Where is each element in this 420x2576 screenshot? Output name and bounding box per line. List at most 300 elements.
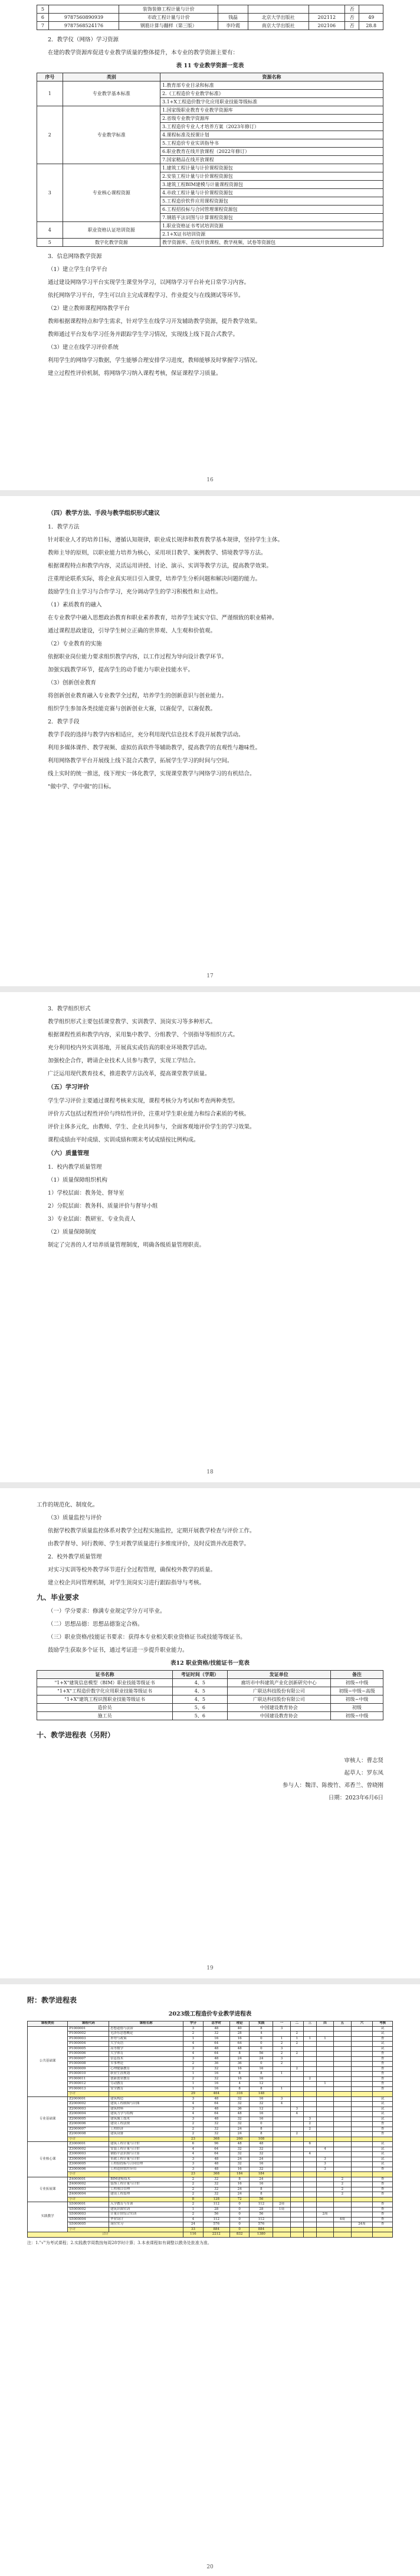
table-cell: 3	[316, 2157, 333, 2162]
paragraph: 通过建设网络学习平台实现学生课堂外学习，以网络学习平台补充日常学习内容。	[48, 279, 250, 286]
table-cell: 64	[203, 2147, 229, 2152]
table-cell: 专业核心课程资源	[63, 164, 160, 222]
table-row	[37, 22, 383, 30]
group-label: 实践教学	[28, 2202, 68, 2232]
book-table	[37, 5, 383, 30]
table-cell: 64	[203, 2052, 229, 2057]
table-cell: 4	[183, 2217, 204, 2222]
table-cell: 32	[203, 2076, 229, 2082]
table-cell	[351, 2102, 373, 2107]
column-header: 三	[303, 2021, 316, 2027]
schedule-row	[28, 2217, 393, 2222]
group-label: 公共基础课	[28, 2026, 68, 2096]
paragraph: 利用学生的网络学习数据，学生能够合理安排学习进度，教师能够及时掌握学习情况。	[48, 357, 261, 364]
table-cell: 48	[250, 2142, 273, 2147]
table-cell	[351, 2092, 373, 2097]
paragraph: 广泛运用现代教育技术，推进教学方法改革，提高课堂教学质量。	[48, 1071, 211, 1077]
table-cell	[334, 2062, 351, 2067]
appendix-label: 附：教学进程表	[27, 1996, 77, 2004]
table-cell: 16	[250, 2096, 273, 2102]
table-cell	[303, 2042, 316, 2047]
paragraph: 针对职业人才的培养目标，遵循认知规律，职业成长规律和教育教学基本规律，坚持学生主体。	[48, 537, 284, 543]
table-cell	[316, 2066, 333, 2072]
sub-heading: （1）质量保障组织机构	[48, 1177, 108, 1183]
sub-heading: （3）建立在线学习评价系统	[48, 344, 119, 351]
table-cell: 专业教学基本标准	[63, 81, 160, 106]
table-cell: 否	[344, 22, 359, 30]
table-cell: 初级	[331, 1704, 383, 1712]
paragraph: （二）思想品德：思想品德鉴定合格。	[48, 1621, 143, 1628]
table-cell: 48	[203, 2026, 229, 2032]
table-row	[37, 1712, 383, 1720]
table-cell: BIM建模技术	[109, 2177, 183, 2182]
column-header: 五	[334, 2021, 351, 2027]
list-item: 2）分院层面：教务科、质量评价与督导小组	[48, 1203, 158, 1209]
table-row	[37, 106, 383, 115]
table-cell	[303, 2132, 316, 2137]
list-item: 1）学校层面：教务处、督导室	[48, 1190, 124, 1196]
table-cell: 48	[203, 2046, 229, 2052]
table-cell	[316, 2086, 333, 2092]
table-cell: 28.8	[359, 22, 383, 30]
table-cell: 1	[183, 2036, 204, 2042]
table-cell: 316	[229, 2092, 250, 2097]
table-cell	[316, 2107, 333, 2112]
schedule-row	[28, 2042, 393, 2047]
table-cell	[334, 2036, 351, 2042]
table-cell: 8	[229, 2052, 250, 2057]
table-cell: 16	[250, 2117, 273, 2122]
table-cell	[48, 5, 119, 14]
table-cell: 1.教育部专业目录和标准	[160, 81, 383, 90]
table-cell: 48	[203, 2107, 229, 2112]
schedule-row	[28, 2112, 393, 2117]
column-header: 理论	[229, 2021, 250, 2027]
table-cell: 184	[250, 2172, 273, 2177]
table-cell: 28	[229, 2032, 250, 2037]
table-cell: 1	[273, 2086, 290, 2092]
table-cell: 查	[373, 2127, 393, 2132]
table-cell: 56	[250, 2197, 273, 2202]
table-cell: 3.1+X工程造价数字化应用职业技能等级标准	[160, 98, 383, 106]
table-cell	[303, 2162, 316, 2167]
table-cell	[290, 2182, 303, 2187]
table-cell	[351, 2152, 373, 2157]
table-cell	[273, 2066, 290, 2072]
table-cell: Z4000003	[68, 2187, 109, 2192]
table-cell: 广联达科技股份有限公司	[227, 1695, 331, 1704]
table-cell: Z2000001	[68, 2096, 109, 2102]
table-cell: 试	[373, 2162, 393, 2167]
column-header: 六	[351, 2021, 373, 2027]
paragraph: 组织学生参加各类技能竞赛与创新创业大赛，以赛促学，以赛促教。	[48, 706, 216, 712]
table-cell: 试	[373, 2142, 393, 2147]
table-cell	[290, 2086, 303, 2092]
table-cell: 16	[203, 2082, 229, 2087]
table-cell	[316, 2046, 333, 2052]
table-cell: 49	[359, 14, 383, 22]
table-cell	[303, 2147, 316, 2152]
table-cell	[316, 2182, 333, 2187]
paragraph: 线上实时的统一推送，线下理实一体化教学，实现课堂教学与网络学习的有机结合。	[48, 771, 255, 777]
page-number: 16	[206, 477, 214, 483]
table-cell: 3.工程造价专业人才培养方案（2023年修订）	[160, 123, 383, 131]
table-cell	[334, 2107, 351, 2112]
table-cell: 32	[203, 2132, 229, 2137]
column-header: 一	[273, 2021, 290, 2027]
table-cell: 48	[229, 2112, 250, 2117]
column-header: 证书名称	[37, 1671, 173, 1679]
table-cell: 16	[203, 2072, 229, 2077]
table-cell: 创新创业教育	[109, 2076, 183, 2082]
table-cell	[316, 2192, 333, 2197]
sub-heading: 2．教学手段	[48, 719, 80, 725]
schedule-row	[28, 2182, 393, 2187]
table-cell: P1000001	[68, 2026, 109, 2032]
table-cell: 3	[316, 2167, 333, 2172]
table-cell: 2	[183, 2062, 204, 2067]
table-cell	[273, 2232, 290, 2238]
page-5	[0, 1984, 420, 2576]
table-cell: 查	[373, 2066, 393, 2072]
table-cell: 2	[183, 2132, 204, 2137]
table-cell: 数字化教学资源	[63, 239, 160, 247]
table-cell: 4	[183, 2102, 204, 2107]
table-cell: P1000011	[68, 2076, 109, 2082]
table-cell	[303, 2217, 316, 2222]
table-cell	[273, 2122, 290, 2127]
date-line: 日期：2023年6月6日	[328, 1795, 383, 1801]
table-cell	[290, 2157, 303, 2162]
table-cell: 16	[203, 2086, 229, 2092]
table-cell	[334, 2092, 351, 2097]
schedule-row	[28, 2036, 393, 2042]
sub-heading: （2）质量保障制度	[48, 1229, 97, 1235]
table-cell: 2	[183, 2192, 204, 2197]
table-cell	[359, 5, 383, 14]
page-2-content	[37, 507, 383, 794]
table-cell	[334, 2162, 351, 2167]
table-cell: 装饰装修工程计量与计价	[119, 5, 218, 14]
table-cell: 初级~中级	[331, 1712, 383, 1720]
column-header: 序号	[37, 73, 63, 81]
sub-heading: （1）建立学生自学平台	[48, 266, 108, 273]
section-heading: （五）学习评价	[48, 1084, 89, 1091]
table-cell	[303, 2082, 316, 2087]
table-cell: 464	[203, 2092, 229, 2097]
page-number: 20	[206, 2564, 214, 2570]
table-cell	[316, 2056, 333, 2062]
table-cell	[316, 2092, 333, 2097]
table-cell	[290, 2217, 303, 2222]
table-cell: 7	[37, 22, 49, 30]
table-cell: 思想道德与法治	[109, 2026, 183, 2032]
table-cell	[334, 2082, 351, 2087]
table-cell: 查	[373, 2132, 393, 2137]
table-cell	[351, 2212, 373, 2218]
table-cell	[351, 2182, 373, 2187]
paragraph: 评价方式包括过程性评价与终结性评价，注重对学生职业能力和综合素质的考核。	[48, 1111, 250, 1117]
table-cell: 查	[373, 2222, 393, 2228]
column-header: 考证时间（学期）	[173, 1671, 227, 1679]
schedule-row	[28, 2082, 393, 2087]
table-row	[37, 164, 383, 172]
table-cell: 查	[373, 2192, 393, 2197]
table-cell: 查	[373, 2056, 393, 2062]
table-cell: 64	[203, 2112, 229, 2117]
table-cell	[290, 2152, 303, 2157]
table-cell: 23	[183, 2137, 204, 2142]
table-cell: 16	[250, 2076, 273, 2082]
table-cell: 查	[373, 2086, 393, 2092]
table-cell	[290, 2207, 303, 2212]
table-cell: 32	[203, 2032, 229, 2037]
table-cell: Z2000008	[68, 2132, 109, 2137]
column-header: 四	[316, 2021, 333, 2027]
table-cell: 5、6	[173, 1712, 227, 1720]
table-cell: 建筑施工技术	[109, 2117, 183, 2122]
table-cell: 24	[229, 2056, 250, 2062]
paragraph: 注重理论联系实际，将企业真实项目引入课堂，培养学生分析问题和解决问题的能力。	[48, 576, 261, 582]
table-cell: Z3000002	[68, 2147, 109, 2152]
table-cell: 查	[373, 2212, 393, 2218]
paragraph: 在建的教学资源库促进专业教学质量的整体提升，本专业的教学资源主要有：	[48, 50, 239, 56]
table-cell: P1000009	[68, 2066, 109, 2072]
table-cell: 3	[183, 2056, 204, 2062]
table-cell	[351, 2142, 373, 2147]
table-cell: 2	[334, 2187, 351, 2192]
table-cell	[351, 2227, 373, 2232]
paragraph: 依据职业岗位能力要求组织教学内容，以工作过程为导向设计教学环节。	[48, 654, 228, 660]
table-cell	[290, 2192, 303, 2197]
table-cell: P1000012	[68, 2082, 109, 2087]
page-4-content	[37, 1499, 383, 1804]
table-cell	[316, 2042, 333, 2047]
table-cell	[273, 2187, 290, 2192]
table-cell: 24	[229, 2132, 250, 2137]
table-cell: 高等数学	[109, 2046, 183, 2052]
table-cell	[351, 2032, 373, 2037]
table-cell: 试	[373, 2042, 393, 2047]
table-cell: 3	[183, 2096, 204, 2102]
table-cell: Z2000006	[68, 2122, 109, 2127]
paragraph: 教师通过平台发布学习任务并跟踪学生学习情况，实现线上线下混合式教学。	[48, 331, 239, 338]
table-cell	[316, 2117, 333, 2122]
table-cell: 16	[229, 2076, 250, 2082]
schedule-row	[28, 2066, 393, 2072]
table-cell	[316, 2032, 333, 2037]
page-1	[0, 0, 420, 490]
table-cell	[290, 2162, 303, 2167]
section-heading: 3．信息网络教学资源	[48, 253, 102, 260]
table-cell	[290, 2147, 303, 2152]
table-cell	[316, 2207, 333, 2212]
table-cell	[109, 2227, 183, 2232]
table-cell: 24	[183, 2222, 204, 2228]
table-cell: 2	[290, 2042, 303, 2047]
table-cell: 4	[183, 2052, 204, 2057]
table-cell: 2	[273, 2042, 290, 2047]
table-cell: 8	[250, 2086, 273, 2092]
schedule-row	[28, 2157, 393, 2162]
table-cell: 24	[250, 2177, 273, 2182]
table-cell: 试	[373, 2096, 393, 2102]
table-cell: 毛泽东思想概论	[109, 2032, 183, 2037]
paragraph: （三）职业资格/技能证书要求：获得本专业相关职业资格证书或技能等级证书。	[48, 1634, 246, 1641]
table-cell: 32	[250, 2102, 273, 2107]
table-cell: S5000004	[68, 2217, 109, 2222]
table-cell: 32	[203, 2177, 229, 2182]
table-cell: 1	[290, 2036, 303, 2042]
table-cell	[303, 2086, 316, 2092]
schedule-row	[28, 2096, 393, 2102]
table-cell: 16	[250, 2112, 273, 2117]
table-cell: 2	[303, 2127, 316, 2132]
table-cell: 40	[229, 2026, 250, 2032]
table-cell: 7.钢筋平法识图与计算课程资源包	[160, 214, 383, 222]
table-cell: 职业资格认证培训资源	[63, 222, 160, 239]
table-cell: 查	[373, 2052, 393, 2057]
schedule-row	[28, 2167, 393, 2172]
page-3	[0, 992, 420, 1482]
table-cell: 广联达科技股份有限公司	[227, 1687, 331, 1695]
table-cell: 2	[183, 2076, 204, 2082]
table-cell	[334, 2157, 351, 2162]
table-cell: Z2000003	[68, 2107, 109, 2112]
table-cell	[316, 2152, 333, 2157]
table-cell: 1380	[250, 2232, 273, 2238]
table-cell	[290, 2102, 303, 2107]
table-cell	[316, 2202, 333, 2207]
table-cell: 32	[203, 2127, 229, 2132]
table-cell	[273, 2182, 290, 2187]
table-cell: 56	[250, 2212, 273, 2218]
list-item: 3）专业层面：教研室、专业负责人	[48, 1216, 136, 1222]
table-cell: 装饰工程计量与计价	[109, 2182, 183, 2187]
table-cell	[303, 2232, 316, 2238]
table-cell: 832	[229, 2232, 250, 2238]
table-cell: 1.建筑工程计量与计价课程资源包	[160, 164, 383, 172]
table-cell: 0	[229, 2202, 250, 2207]
table-cell	[303, 2056, 316, 2062]
table-cell	[303, 2182, 316, 2187]
table-cell	[316, 2127, 333, 2132]
subtotal-row	[28, 2197, 393, 2202]
table-row	[37, 5, 383, 14]
table-cell: 3	[37, 164, 63, 222]
table-cell: 2	[37, 106, 63, 164]
table-cell	[373, 2197, 393, 2202]
table-cell: 建筑构造	[109, 2096, 183, 2102]
table-cell: Z4000004	[68, 2192, 109, 2197]
table-cell: 1	[183, 2207, 204, 2212]
table-cell	[351, 2036, 373, 2042]
table-cell	[351, 2042, 373, 2047]
table-cell: 2周	[316, 2212, 333, 2218]
table-cell: 2	[303, 2076, 316, 2082]
table-cell: 23	[183, 2172, 204, 2177]
table-cell	[351, 2172, 373, 2177]
table-cell: 1.职业资格证书考试培训资源	[160, 222, 383, 230]
table-cell: 安装工程计量与计价	[109, 2147, 183, 2152]
table-cell	[273, 2152, 290, 2157]
table-cell: 3	[183, 2107, 204, 2112]
table-cell	[273, 2147, 290, 2152]
table-cell: Z2000007	[68, 2127, 109, 2132]
table-cell	[290, 2122, 303, 2127]
column-header: 课程类别	[28, 2021, 68, 2027]
table-cell: 116	[183, 2232, 204, 2238]
table-cell	[334, 2096, 351, 2102]
schedule-row	[28, 2187, 393, 2192]
paragraph: 制定了完善的人才培养质量管理制度，明确各级质量管理职责。	[48, 1242, 205, 1248]
schedule-title: 2023级工程造价专业教学进程表	[168, 2011, 252, 2017]
table-cell: 施工员	[37, 1712, 173, 1720]
paragraph: 建立校企共同管理机制，对学生顶岗实习进行跟踪指导与考核。	[48, 1580, 205, 1586]
column-header: 总学时	[203, 2021, 229, 2027]
schedule-row	[28, 2127, 393, 2132]
table-cell: 108	[250, 2137, 273, 2142]
signature-line: 参与人：魏洋、陈俊竹、邓香兰、曾晓刚	[282, 1782, 383, 1789]
paragraph: 利用多媒体课件、教学视频、虚拟仿真软件等辅助教学，提高教学的直观性与趣味性。	[48, 745, 261, 751]
table-cell: 试	[373, 2117, 393, 2122]
table-cell: 2	[183, 2032, 204, 2037]
table-cell	[290, 2222, 303, 2228]
table-cell: 大学英语	[109, 2042, 183, 2047]
group-label: 专业拓展课	[28, 2177, 68, 2202]
table-cell: 8	[250, 2072, 273, 2077]
paragraph: 教学组织形式主要包括课堂教学、实训教学、顶岗实习等多种形式。	[48, 1019, 216, 1025]
table-cell: 32	[203, 2192, 229, 2197]
table-cell: 试	[373, 2046, 393, 2052]
schedule-row	[28, 2192, 393, 2197]
sub-heading: 1．教学方法	[48, 524, 80, 530]
table-cell	[303, 2092, 316, 2097]
table-cell	[334, 2117, 351, 2122]
sub-heading: 3．教学组织形式	[48, 1006, 91, 1012]
table-cell: 6.职业教育在线开放课程（2022年修订）	[160, 148, 383, 156]
table-cell: 56	[250, 2052, 273, 2057]
table-cell: 32	[229, 2122, 250, 2127]
table-cell	[351, 2062, 373, 2067]
paragraph: 加强实践教学环节，提高学生的动手能力与职业技能水平。	[48, 667, 194, 673]
table-cell	[351, 2162, 373, 2167]
table-cell: 毕业设计	[109, 2217, 183, 2222]
table-cell	[351, 2217, 373, 2222]
table-cell: 小计	[68, 2172, 109, 2177]
table-cell	[334, 2132, 351, 2137]
table-cell: 12	[250, 2107, 273, 2112]
schedule-row	[28, 2147, 393, 2152]
table-cell	[290, 2197, 303, 2202]
table-cell: 南京大学出版社	[248, 22, 309, 30]
table-cell: 32	[250, 2167, 273, 2172]
table-cell: 32	[250, 2152, 273, 2157]
table-cell: 8	[250, 2192, 273, 2197]
table-cell	[273, 2127, 290, 2132]
table-row	[37, 239, 383, 247]
table-cell	[334, 2102, 351, 2107]
table-cell: 36	[229, 2107, 250, 2112]
table-cell	[273, 2212, 290, 2218]
table-cell	[290, 2202, 303, 2207]
table-cell: 0	[250, 2122, 273, 2127]
table-cell: 工程项目管理	[109, 2187, 183, 2192]
paragraph: 鼓励学生自主学习与合作学习，充分调动学生的学习积极性和主动性。	[48, 589, 222, 595]
table-cell	[351, 2192, 373, 2197]
table-cell	[316, 2232, 333, 2238]
table-cell: P1000003	[68, 2036, 109, 2042]
